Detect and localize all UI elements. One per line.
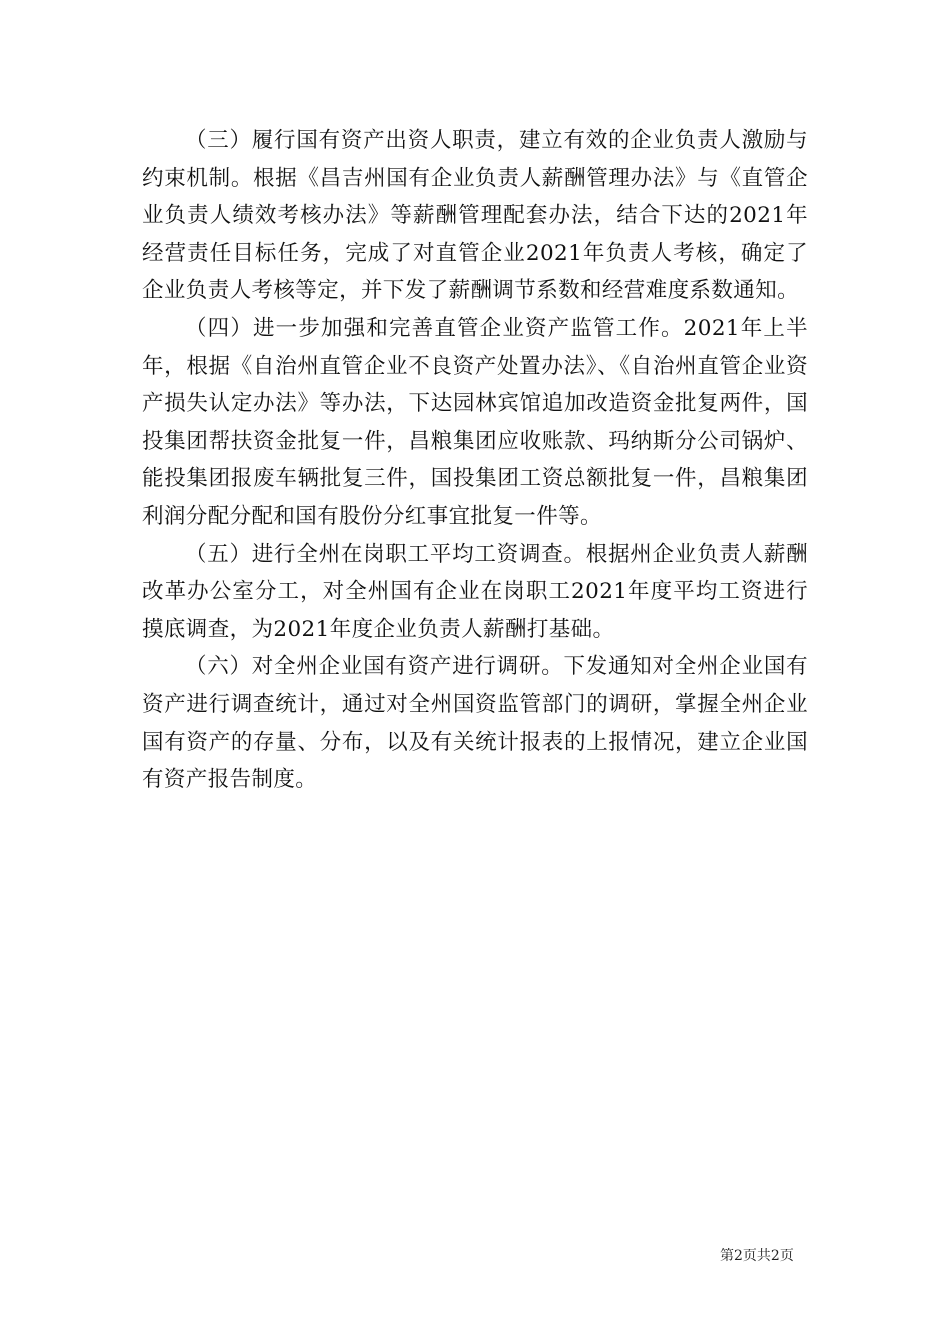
paragraph-section-5: （五）进行全州在岗职工平均工资调查。根据州企业负责人薪酬改革办公室分工，对全州国有企业在岗职工2021年度平均工资进行摸底调查，为2021年度企业负责人薪酬打基础。 [142,541,808,642]
paragraph-section-6: （六）对全州企业国有资产进行调研。下发通知对全州企业国有资产进行调查统计，通过对全州国资监管部门的调研，掌握全州企业国有资产的存量、分布，以及有关统计报表的上报情况，建立企业国有资产报告制度。 [142,654,808,793]
page-number-footer: 第2页共2页 [720,1248,794,1264]
paragraph-section-3: （三）履行国有资产出资人职责，建立有效的企业负责人激励与约束机制。根据《昌吉州国有企业负责人薪酬管理办法》与《直管企业负责人绩效考核办法》等薪酬管理配套办法，结合下达的2021年经营责任目标任务，完成了对直管企业2021年负责人考核，确定了企业负责人考核等定，并下发了薪酬调节系数和经营难度系数通知。 [142,128,808,304]
paragraph-section-4: （四）进一步加强和完善直管企业资产监管工作。2021年上半年，根据《自治州直管企业不良资产处置办法》、《自治州直管企业资产损失认定办法》等办法，下达园林宾馆追加改造资金批复两件，国投集团帮扶资金批复一件，昌粮集团应收账款、玛纳斯分公司锅炉、能投集团报废车辆批复三件，国投集团工资总额批复一件，昌粮集团利润分配分配和国有股份分红事宜批复一件等。 [142,315,808,529]
document-body [142,122,808,799]
